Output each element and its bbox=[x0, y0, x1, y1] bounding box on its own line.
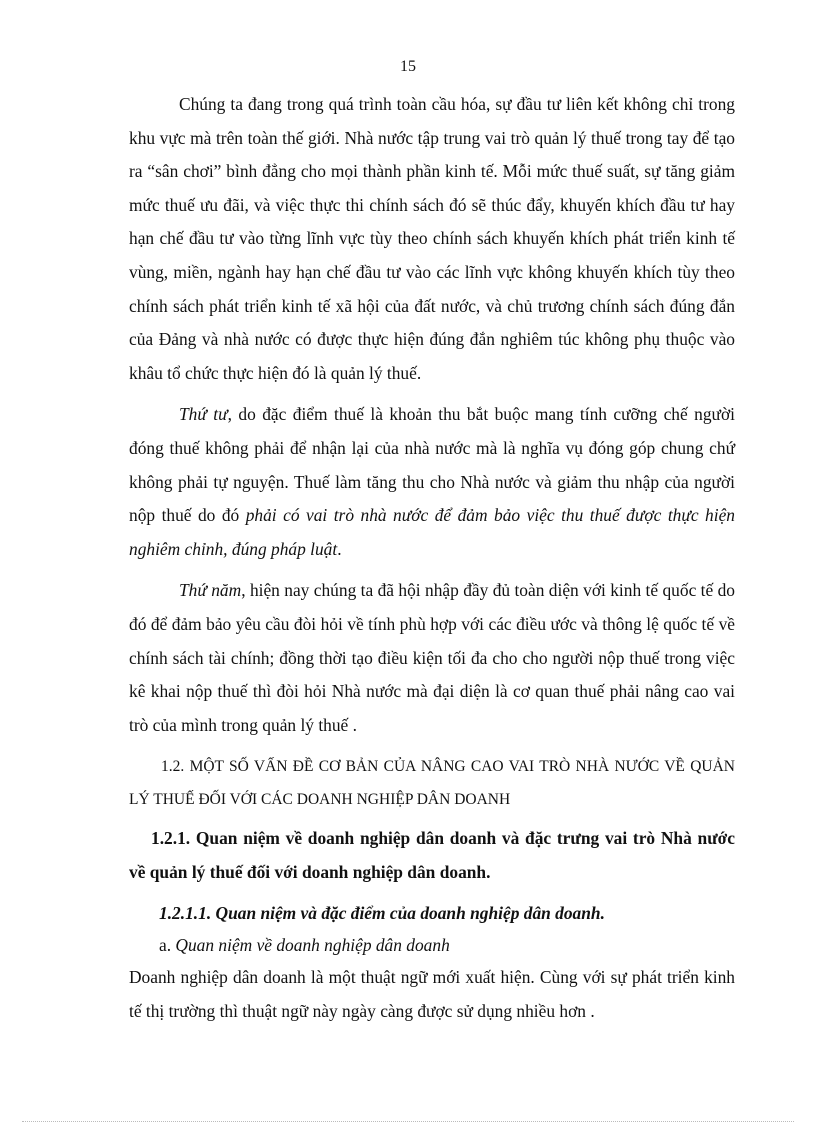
fourth-point-lead: Thứ tư bbox=[179, 404, 228, 425]
paragraph-globalization: Chúng ta đang trong quá trình toàn cầu hóa, sự đầu tư liên kết không chỉ trong khu vực mà trên toàn thế giới. Nhà nước tập trung vai trò quản lý thuế trong tay để tạo ra “sân chơi” bình đẳng cho mọi thành phần kinh tế. Mỗi mức thuế suất, sự tăng giảm mức thuế ưu đãi, và việc thực thi chính sách đó sẽ thúc đẩy, khuyến khích đầu tư hay hạn chế đầu tư vào từng lĩnh vực tùy theo chính sách khuyến khích phát triển kinh tế vùng, miền, ngành hay hạn chế đầu tư vào các lĩnh vực không khuyến khích tùy theo chính sách phát triển kinh tế xã hội của đất nước, và chủ trương chính sách đúng đắn của Đảng và nhà nước có được thực hiện đúng đắn nghiêm túc không phụ thuộc vào khâu tổ chức thực hiện đó là quản lý thuế. bbox=[129, 94, 735, 383]
heading-section-1-2-1-1: 1.2.1.1. Quan niệm và đặc điểm của doanh nghiệp dân doanh. bbox=[159, 903, 605, 924]
fourth-point-body: , do đặc điểm thuế là khoản thu bắt buộc mang tính cưỡng chế người đóng thuế không phải để nhận lại của nhà nước mà là nghĩa vụ đóng góp chung chứ không phải tự nguyện. Thuế làm tăng thu cho Nhà nước và giảm thu nhập của người nộp thuế do đó bbox=[129, 404, 735, 526]
paragraph-definition: Doanh nghiệp dân doanh là một thuật ngữ mới xuất hiện. Cùng với sự phát triển kinh tế thị trường thì thuật ngữ này ngày càng được sử dụng nhiều hơn . bbox=[129, 967, 735, 1022]
fourth-point-emphasis: phải có vai trò nhà nước để đảm bảo việc thu thuế được thực hiện nghiêm chỉnh, đúng pháp luật bbox=[129, 505, 735, 559]
fifth-point-lead: Thứ năm bbox=[179, 580, 242, 601]
paragraph-fifth-point bbox=[129, 574, 735, 742]
page-bottom-rule bbox=[22, 1121, 794, 1122]
paragraph-fourth-point bbox=[129, 398, 735, 566]
heading-section-1-2: 1.2. MỘT SỐ VẤN ĐỀ CƠ BẢN CỦA NÂNG CAO VAI TRÒ NHÀ NƯỚC VỀ QUẢN LÝ THUẾ ĐỐI VỚI CÁC DOANH NGHIỆP DÂN DOANH bbox=[129, 758, 735, 809]
fifth-point-body: , hiện nay chúng ta đã hội nhập đầy đủ toàn diện với kinh tế quốc tế do đó để đảm bảo yêu cầu đòi hỏi về tính phù hợp với các điều ước và thông lệ quốc tế về chính sách tài chính; đồng thời tạo điều kiện tối đa cho cho người nộp thuế trong việc kê khai nộp thuế thì đòi hỏi Nhà nước mà đại diện là cơ quan thuế phải nâng cao vai trò của mình trong quản lý thuế . bbox=[129, 580, 736, 735]
subsection-a-title: Quan niệm về doanh nghiệp dân doanh bbox=[175, 935, 450, 956]
page-number: 15 bbox=[400, 58, 416, 75]
subsection-a-prefix: a. bbox=[159, 935, 176, 956]
heading-section-1-2-1: 1.2.1. Quan niệm về doanh nghiệp dân doanh và đặc trưng vai trò Nhà nước về quản lý thuế đối với doanh nghiệp dân doanh. bbox=[129, 828, 735, 882]
heading-subsection-a bbox=[129, 929, 735, 961]
fourth-point-end: . bbox=[337, 538, 342, 559]
document-body bbox=[129, 88, 735, 1029]
